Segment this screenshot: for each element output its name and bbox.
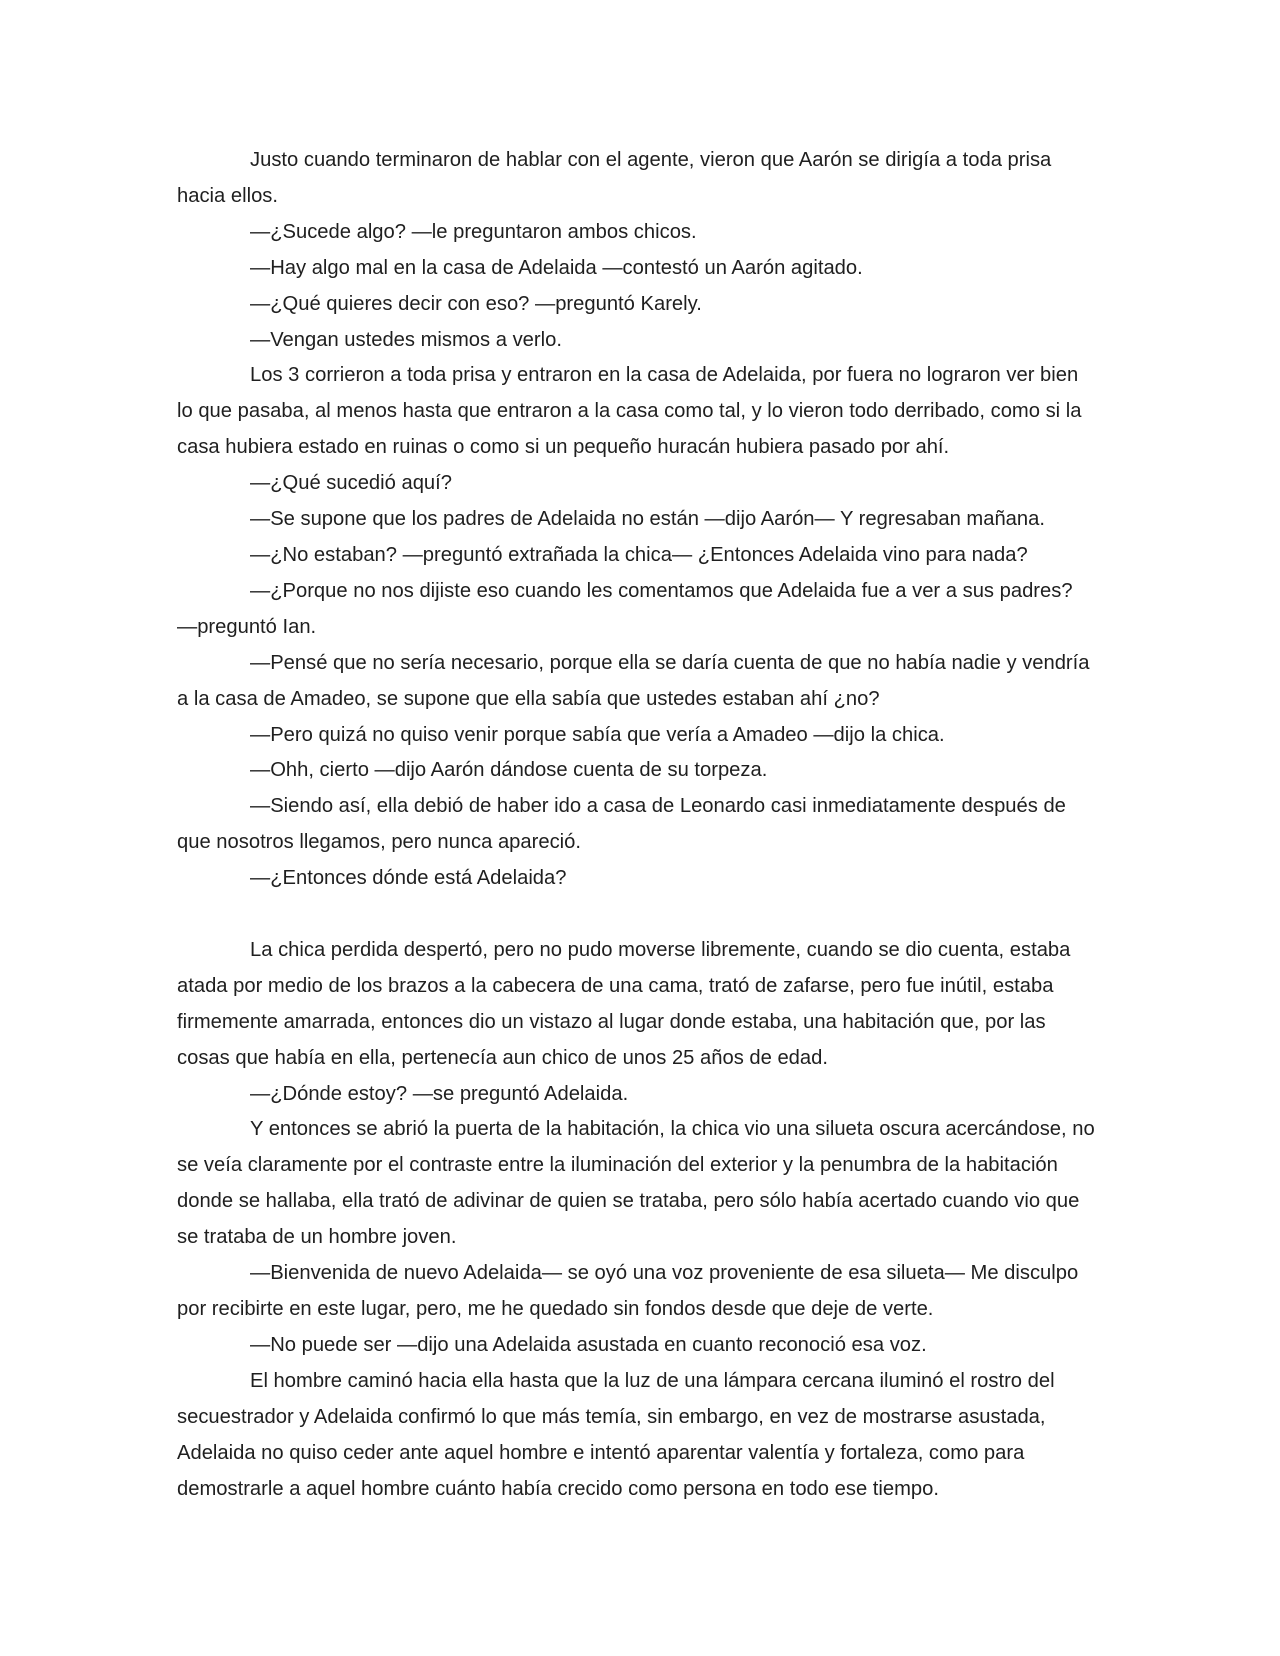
paragraph: —No puede ser —dijo una Adelaida asustada en cuanto reconoció esa voz. <box>250 1333 927 1356</box>
paragraph: —¿Entonces dónde está Adelaida? <box>250 867 567 890</box>
paragraph: —¿Dónde estoy? —se preguntó Adelaida. <box>250 1082 629 1105</box>
paragraph: —Bienvenida de nuevo Adelaida— se oyó una voz proveniente de esa silueta— Me disculpo por recibirte en este lugar, pero, me he quedado sin fondos desde que deje de verte. <box>177 1262 1079 1320</box>
paragraph: —Ohh, cierto —dijo Aarón dándose cuenta de su torpeza. <box>250 759 768 782</box>
paragraph: —Siendo así, ella debió de haber ido a casa de Leonardo casi inmediatamente después de que nosotros llegamos, pero nunca apareció. <box>177 795 1066 854</box>
paragraph: —¿Qué sucedió aquí? <box>250 472 452 495</box>
paragraph: —¿Qué quieres decir con eso? —preguntó Karely. <box>250 292 702 315</box>
paragraph: —Vengan ustedes mismos a verlo. <box>250 328 562 351</box>
paragraph: —¿Porque no nos dijiste eso cuando les comentamos que Adelaida fue a ver a sus padres? —preguntó Ian. <box>177 579 1073 638</box>
paragraph: —Se supone que los padres de Adelaida no están —dijo Aarón— Y regresaban mañana. <box>250 508 1045 531</box>
paragraph: —Pero quizá no quiso venir porque sabía que vería a Amadeo —dijo la chica. <box>250 723 945 746</box>
paragraph: La chica perdida despertó, pero no pudo moverse libremente, cuando se dio cuenta, estaba atada por medio de los brazos a la cabecera de una cama, trató de zafarse, pero fue inútil, estaba firmemente amarrada, entonces dio un vistazo al lugar donde estaba, una habitación que, por las cosas que había en ella, pertenecía aun chico de unos 25 años de edad. <box>177 938 1071 1069</box>
paragraph: —¿No estaban? —preguntó extrañada la chica— ¿Entonces Adelaida vino para nada? <box>250 543 1028 566</box>
paragraph: El hombre caminó hacia ella hasta que la luz de una lámpara cercana iluminó el rostro del secuestrador y Adelaida confirmó lo que más temía, sin embargo, en vez de mostrarse asustada, Adelaida no quiso ceder ante aquel hombre e intentó aparentar valentía y fortaleza, como para demostrarle a aquel hombre cuánto había crecido como persona en todo ese tiempo. <box>177 1369 1055 1500</box>
paragraph: —¿Sucede algo? —le preguntaron ambos chicos. <box>250 220 697 243</box>
paragraph: Justo cuando terminaron de hablar con el agente, vieron que Aarón se dirigía a toda prisa hacia ellos. <box>177 149 1052 207</box>
paragraph: Los 3 corrieron a toda prisa y entraron en la casa de Adelaida, por fuera no lograron ver bien lo que pasaba, al menos hasta que entraron a la casa como tal, y lo vieron todo derribado, como si la casa hubiera estado en ruinas o como si un pequeño huracán hubiera pasado por ahí. <box>177 364 1082 459</box>
paragraph: —Hay algo mal en la casa de Adelaida —contestó un Aarón agitado. <box>250 256 863 279</box>
blank-line <box>177 897 1097 933</box>
document-body <box>177 143 1097 1507</box>
paragraph: —Pensé que no sería necesario, porque ella se daría cuenta de que no había nadie y vendría a la casa de Amadeo, se supone que ella sabía que ustedes estaban ahí ¿no? <box>177 651 1090 710</box>
paragraph: Y entonces se abrió la puerta de la habitación, la chica vio una silueta oscura acercándose, no se veía claramente por el contraste entre la iluminación del exterior y la penumbra de la habitación donde se hallaba, ella trató de adivinar de quien se trataba, pero sólo había acertado cuando vio que se trataba de un hombre joven. <box>177 1118 1095 1249</box>
